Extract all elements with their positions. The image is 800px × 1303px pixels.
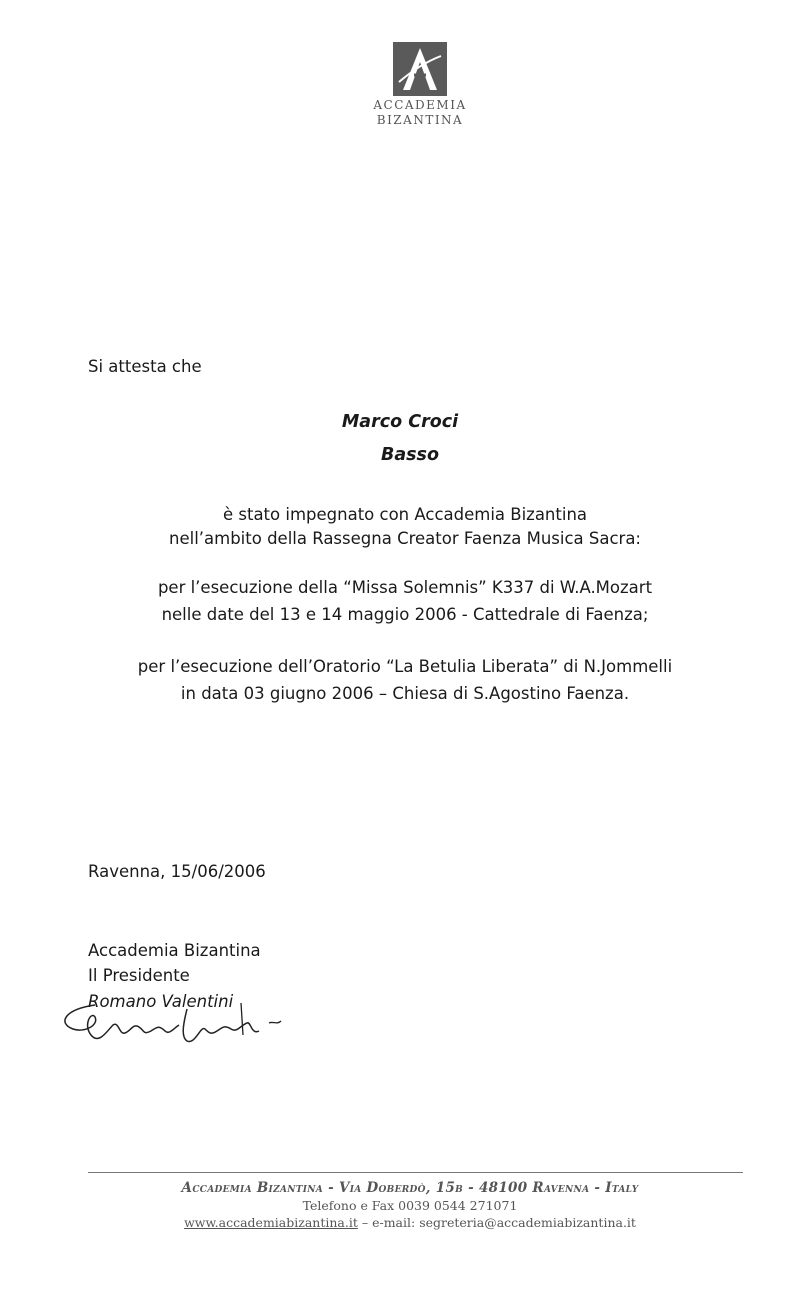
- footer-divider: [88, 1172, 743, 1173]
- signature-org: Accademia Bizantina: [88, 941, 261, 960]
- body-line: per l’esecuzione della “Missa Solemnis” K337 di W.A.Mozart: [157, 578, 653, 597]
- signer-name: Romano Valentini: [88, 992, 234, 1011]
- body-line: è stato impegnato con Accademia Bizantina: [222, 505, 588, 524]
- contact-separator: – e-mail:: [357, 1215, 420, 1230]
- performer-name: Marco Croci: [341, 412, 459, 432]
- logo-line-2: BIZANTINA: [376, 113, 464, 127]
- footer-contacts: [0, 1215, 800, 1230]
- footer-phone: Telefono e Fax 0039 0544 271071: [302, 1198, 518, 1213]
- body-line: in data 03 giugno 2006 – Chiesa di S.Agostino Faenza.: [180, 684, 630, 703]
- body-line: per l’esecuzione dell’Oratorio “La Betulia Liberata” di N.Jommelli: [137, 657, 673, 676]
- intro-text: Si attesta che: [88, 357, 202, 376]
- place-date: Ravenna, 15/06/2006: [88, 862, 266, 881]
- footer-address: Accademia Bizantina - Via Doberdò, 15b - 48100 Ravenna - Italy: [181, 1180, 639, 1196]
- email-address[interactable]: segreteria@accademiabizantina.it: [419, 1215, 636, 1230]
- logo-wordmark: [360, 98, 480, 128]
- accademia-logo-icon: [393, 42, 447, 96]
- handwritten-signature: [55, 995, 295, 1055]
- website-link[interactable]: www.accademiabizantina.it: [184, 1215, 358, 1230]
- logo-line-1: ACCADEMIA: [373, 98, 467, 112]
- body-line: nell’ambito della Rassegna Creator Faenza Musica Sacra:: [169, 529, 641, 548]
- performer-role: Basso: [380, 445, 439, 465]
- body-line: nelle date del 13 e 14 maggio 2006 - Cattedrale di Faenza;: [161, 605, 649, 624]
- signature-title: Il Presidente: [88, 966, 190, 985]
- accademia-logo: [360, 42, 480, 128]
